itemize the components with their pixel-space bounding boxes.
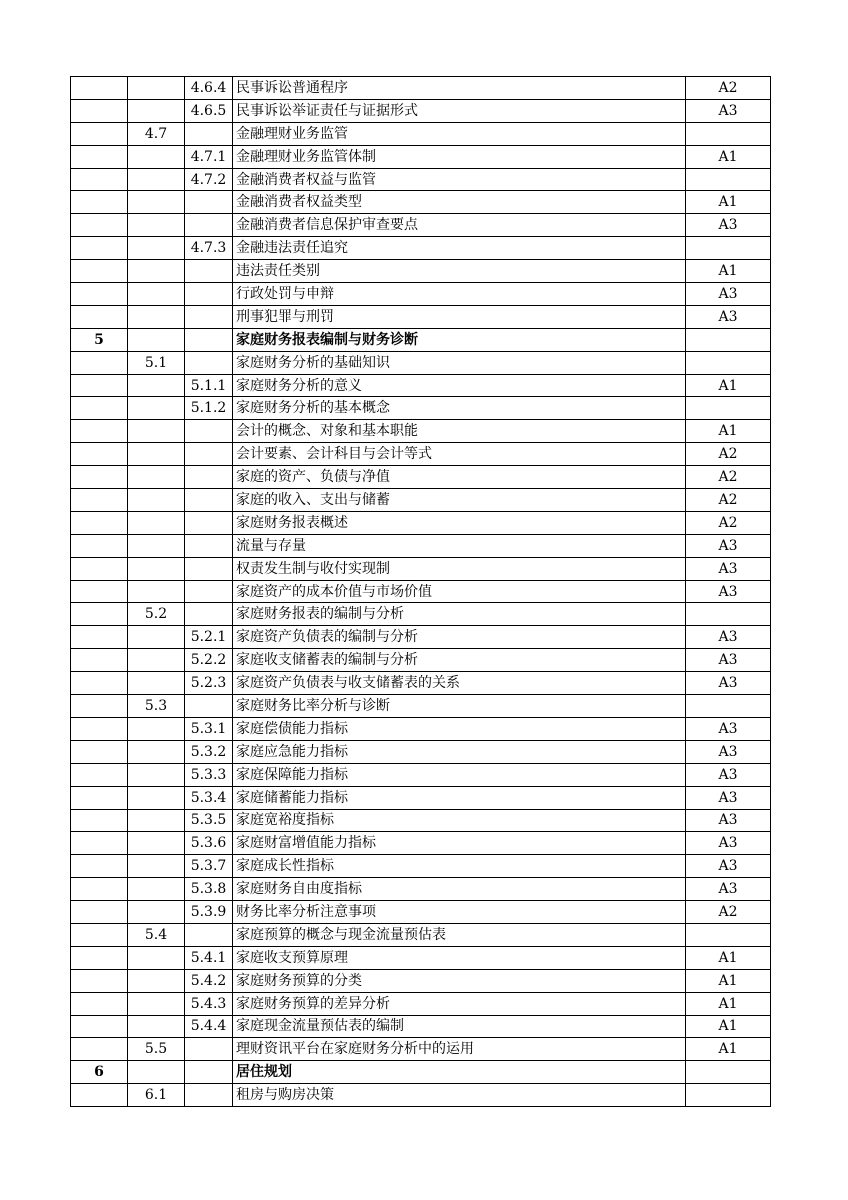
table-row [71,672,771,695]
topic-title-cell: 家庭财富增值能力指标 [233,832,686,855]
proficiency-level-cell: A3 [686,855,771,878]
subsection-number-cell [185,260,233,283]
chapter-number-cell [71,901,128,924]
chapter-number-cell [71,489,128,512]
chapter-number-cell [71,672,128,695]
chapter-number-cell [71,351,128,374]
table-row [71,351,771,374]
topic-title-cell: 民事诉讼举证责任与证据形式 [233,99,686,122]
subsection-number-cell: 4.7.3 [185,237,233,260]
table-row [71,534,771,557]
table-row [71,809,771,832]
topic-title-cell: 财务比率分析注意事项 [233,901,686,924]
proficiency-level-cell: A3 [686,626,771,649]
section-number-cell [128,305,185,328]
topic-title-cell: 行政处罚与申辩 [233,283,686,306]
section-number-cell [128,717,185,740]
chapter-number-cell [71,580,128,603]
section-number-cell [128,328,185,351]
section-number-cell [128,397,185,420]
chapter-number-cell [71,1084,128,1107]
chapter-number-cell [71,855,128,878]
subsection-number-cell: 4.6.5 [185,99,233,122]
section-number-cell [128,443,185,466]
subsection-number-cell [185,923,233,946]
chapter-number-cell [71,557,128,580]
section-number-cell [128,99,185,122]
table-row [71,122,771,145]
section-number-cell [128,374,185,397]
topic-title-cell: 家庭收支储蓄表的编制与分析 [233,649,686,672]
subsection-number-cell [185,580,233,603]
table-row [71,168,771,191]
section-number-cell [128,1061,185,1084]
proficiency-level-cell [686,1084,771,1107]
table-row [71,626,771,649]
table-row [71,832,771,855]
section-number-cell [128,969,185,992]
section-number-cell [128,946,185,969]
table-row [71,99,771,122]
proficiency-level-cell: A2 [686,466,771,489]
topic-title-cell: 金融违法责任追究 [233,237,686,260]
table-row [71,511,771,534]
subsection-number-cell: 5.2.2 [185,649,233,672]
proficiency-level-cell: A3 [686,717,771,740]
subsection-number-cell [185,534,233,557]
section-number-cell [128,77,185,100]
chapter-number-cell [71,969,128,992]
table-row [71,717,771,740]
chapter-number-cell [71,1038,128,1061]
proficiency-level-cell: A1 [686,191,771,214]
proficiency-level-cell [686,168,771,191]
chapter-number-cell [71,237,128,260]
topic-title-cell: 家庭财务分析的基本概念 [233,397,686,420]
table-row [71,489,771,512]
section-number-cell [128,511,185,534]
section-number-cell [128,283,185,306]
proficiency-level-cell: A3 [686,534,771,557]
section-number-cell [128,672,185,695]
proficiency-level-cell [686,328,771,351]
table-row-chapter [71,1061,771,1084]
chapter-number-cell [71,878,128,901]
topic-title-cell: 金融消费者权益与监管 [233,168,686,191]
section-number-cell [128,237,185,260]
chapter-number-cell [71,740,128,763]
proficiency-level-cell: A1 [686,260,771,283]
proficiency-level-cell: A1 [686,145,771,168]
table-row [71,901,771,924]
table-row [71,603,771,626]
proficiency-level-cell [686,351,771,374]
proficiency-level-cell: A3 [686,763,771,786]
section-number-cell [128,534,185,557]
proficiency-level-cell [686,923,771,946]
chapter-number-cell [71,122,128,145]
subsection-number-cell: 5.1.1 [185,374,233,397]
table-row [71,946,771,969]
proficiency-level-cell: A3 [686,649,771,672]
topic-title-cell: 家庭收支预算原理 [233,946,686,969]
topic-title-cell: 家庭的收入、支出与储蓄 [233,489,686,512]
proficiency-level-cell: A2 [686,901,771,924]
section-number-cell [128,832,185,855]
proficiency-level-cell: A3 [686,740,771,763]
topic-title-cell: 家庭财务分析的基础知识 [233,351,686,374]
topic-title-cell: 家庭财务报表编制与财务诊断 [233,328,686,351]
topic-title-cell: 家庭资产负债表的编制与分析 [233,626,686,649]
subsection-number-cell: 4.6.4 [185,77,233,100]
chapter-number-cell [71,305,128,328]
proficiency-level-cell: A3 [686,214,771,237]
topic-title-cell: 会计的概念、对象和基本职能 [233,420,686,443]
table-row [71,763,771,786]
subsection-number-cell: 4.7.2 [185,168,233,191]
proficiency-level-cell [686,122,771,145]
proficiency-level-cell: A3 [686,672,771,695]
subsection-number-cell: 5.3.7 [185,855,233,878]
proficiency-level-cell: A3 [686,832,771,855]
syllabus-table-body [71,77,771,1107]
section-number-cell [128,626,185,649]
table-row [71,305,771,328]
topic-title-cell: 金融消费者权益类型 [233,191,686,214]
topic-title-cell: 家庭财务分析的意义 [233,374,686,397]
subsection-number-cell: 5.3.2 [185,740,233,763]
topic-title-cell: 家庭财务报表的编制与分析 [233,603,686,626]
section-number-cell [128,168,185,191]
subsection-number-cell [185,351,233,374]
table-row [71,145,771,168]
proficiency-level-cell: A3 [686,878,771,901]
section-number-cell: 5.2 [128,603,185,626]
subsection-number-cell: 5.3.6 [185,832,233,855]
chapter-number-cell: 5 [71,328,128,351]
topic-title-cell: 家庭资产的成本价值与市场价值 [233,580,686,603]
proficiency-level-cell: A1 [686,374,771,397]
subsection-number-cell [185,1038,233,1061]
section-number-cell [128,740,185,763]
table-row [71,923,771,946]
chapter-number-cell [71,809,128,832]
chapter-number-cell [71,511,128,534]
chapter-number-cell [71,832,128,855]
proficiency-level-cell [686,237,771,260]
subsection-number-cell [185,443,233,466]
subsection-number-cell: 5.1.2 [185,397,233,420]
section-number-cell: 5.5 [128,1038,185,1061]
table-row [71,214,771,237]
section-number-cell [128,191,185,214]
subsection-number-cell: 5.4.1 [185,946,233,969]
subsection-number-cell: 5.4.4 [185,1015,233,1038]
topic-title-cell: 租房与购房决策 [233,1084,686,1107]
table-row [71,443,771,466]
table-row [71,740,771,763]
section-number-cell [128,901,185,924]
section-number-cell: 6.1 [128,1084,185,1107]
table-row [71,695,771,718]
topic-title-cell: 家庭偿债能力指标 [233,717,686,740]
subsection-number-cell: 5.3.9 [185,901,233,924]
table-row [71,649,771,672]
topic-title-cell: 家庭应急能力指标 [233,740,686,763]
chapter-number-cell [71,1015,128,1038]
table-row [71,786,771,809]
section-number-cell [128,809,185,832]
chapter-number-cell [71,992,128,1015]
chapter-number-cell [71,649,128,672]
subsection-number-cell [185,214,233,237]
subsection-number-cell [185,305,233,328]
chapter-number-cell [71,283,128,306]
chapter-number-cell [71,763,128,786]
proficiency-level-cell: A1 [686,1038,771,1061]
table-row [71,397,771,420]
topic-title-cell: 家庭资产负债表与收支储蓄表的关系 [233,672,686,695]
table-row [71,1015,771,1038]
chapter-number-cell [71,626,128,649]
subsection-number-cell [185,489,233,512]
chapter-number-cell [71,145,128,168]
topic-title-cell: 家庭财务预算的差异分析 [233,992,686,1015]
section-number-cell [128,763,185,786]
table-row [71,1038,771,1061]
subsection-number-cell [185,1061,233,1084]
table-row [71,237,771,260]
chapter-number-cell [71,397,128,420]
table-row [71,191,771,214]
table-row [71,580,771,603]
section-number-cell [128,466,185,489]
topic-title-cell: 理财资讯平台在家庭财务分析中的运用 [233,1038,686,1061]
proficiency-level-cell: A3 [686,99,771,122]
proficiency-level-cell: A1 [686,992,771,1015]
subsection-number-cell: 5.3.4 [185,786,233,809]
subsection-number-cell [185,603,233,626]
proficiency-level-cell: A1 [686,420,771,443]
section-number-cell [128,855,185,878]
subsection-number-cell: 5.2.1 [185,626,233,649]
proficiency-level-cell: A2 [686,77,771,100]
topic-title-cell: 家庭保障能力指标 [233,763,686,786]
topic-title-cell: 会计要素、会计科目与会计等式 [233,443,686,466]
chapter-number-cell [71,168,128,191]
subsection-number-cell [185,328,233,351]
chapter-number-cell [71,534,128,557]
table-row [71,969,771,992]
table-row [71,374,771,397]
proficiency-level-cell: A3 [686,305,771,328]
subsection-number-cell: 5.4.3 [185,992,233,1015]
subsection-number-cell: 5.2.3 [185,672,233,695]
section-number-cell [128,557,185,580]
table-row [71,260,771,283]
section-number-cell [128,145,185,168]
table-row-chapter [71,328,771,351]
subsection-number-cell [185,466,233,489]
topic-title-cell: 家庭宽裕度指标 [233,809,686,832]
proficiency-level-cell: A2 [686,489,771,512]
subsection-number-cell: 5.4.2 [185,969,233,992]
table-row [71,466,771,489]
chapter-number-cell [71,374,128,397]
chapter-number-cell [71,786,128,809]
topic-title-cell: 家庭财务预算的分类 [233,969,686,992]
subsection-number-cell: 5.3.3 [185,763,233,786]
section-number-cell [128,786,185,809]
subsection-number-cell [185,191,233,214]
chapter-number-cell [71,260,128,283]
topic-title-cell: 家庭储蓄能力指标 [233,786,686,809]
section-number-cell [128,1015,185,1038]
table-row [71,855,771,878]
section-number-cell: 5.1 [128,351,185,374]
subsection-number-cell [185,122,233,145]
section-number-cell [128,992,185,1015]
section-number-cell [128,649,185,672]
proficiency-level-cell: A1 [686,946,771,969]
topic-title-cell: 金融消费者信息保护审查要点 [233,214,686,237]
proficiency-level-cell: A3 [686,786,771,809]
proficiency-level-cell: A3 [686,580,771,603]
table-row [71,420,771,443]
section-number-cell [128,420,185,443]
topic-title-cell: 家庭财务自由度指标 [233,878,686,901]
table-row [71,992,771,1015]
chapter-number-cell [71,946,128,969]
topic-title-cell: 金融理财业务监管 [233,122,686,145]
section-number-cell [128,214,185,237]
topic-title-cell: 居住规划 [233,1061,686,1084]
topic-title-cell: 家庭成长性指标 [233,855,686,878]
chapter-number-cell [71,214,128,237]
chapter-number-cell: 6 [71,1061,128,1084]
chapter-number-cell [71,923,128,946]
subsection-number-cell: 5.3.5 [185,809,233,832]
subsection-number-cell [185,557,233,580]
chapter-number-cell [71,466,128,489]
chapter-number-cell [71,443,128,466]
topic-title-cell: 家庭现金流量预估表的编制 [233,1015,686,1038]
section-number-cell [128,489,185,512]
topic-title-cell: 权责发生制与收付实现制 [233,557,686,580]
section-number-cell [128,260,185,283]
proficiency-level-cell: A3 [686,809,771,832]
section-number-cell: 5.4 [128,923,185,946]
subsection-number-cell: 5.3.8 [185,878,233,901]
topic-title-cell: 家庭预算的概念与现金流量预估表 [233,923,686,946]
table-row [71,1084,771,1107]
chapter-number-cell [71,77,128,100]
syllabus-table [70,76,771,1107]
subsection-number-cell [185,420,233,443]
table-row [71,878,771,901]
topic-title-cell: 金融理财业务监管体制 [233,145,686,168]
table-row [71,557,771,580]
proficiency-level-cell: A2 [686,511,771,534]
proficiency-level-cell: A3 [686,283,771,306]
subsection-number-cell: 5.3.1 [185,717,233,740]
table-row [71,283,771,306]
chapter-number-cell [71,695,128,718]
chapter-number-cell [71,99,128,122]
chapter-number-cell [71,717,128,740]
topic-title-cell: 刑事犯罪与刑罚 [233,305,686,328]
topic-title-cell: 家庭财务报表概述 [233,511,686,534]
proficiency-level-cell: A2 [686,443,771,466]
chapter-number-cell [71,420,128,443]
table-row [71,77,771,100]
proficiency-level-cell: A1 [686,1015,771,1038]
topic-title-cell: 违法责任类别 [233,260,686,283]
proficiency-level-cell [686,1061,771,1084]
proficiency-level-cell [686,603,771,626]
subsection-number-cell: 4.7.1 [185,145,233,168]
chapter-number-cell [71,603,128,626]
topic-title-cell: 家庭的资产、负债与净值 [233,466,686,489]
proficiency-level-cell: A3 [686,557,771,580]
proficiency-level-cell: A1 [686,969,771,992]
proficiency-level-cell [686,695,771,718]
topic-title-cell: 流量与存量 [233,534,686,557]
proficiency-level-cell [686,397,771,420]
section-number-cell [128,580,185,603]
subsection-number-cell [185,695,233,718]
subsection-number-cell [185,511,233,534]
section-number-cell: 5.3 [128,695,185,718]
section-number-cell [128,878,185,901]
topic-title-cell: 民事诉讼普通程序 [233,77,686,100]
chapter-number-cell [71,191,128,214]
subsection-number-cell [185,1084,233,1107]
section-number-cell: 4.7 [128,122,185,145]
topic-title-cell: 家庭财务比率分析与诊断 [233,695,686,718]
subsection-number-cell [185,283,233,306]
